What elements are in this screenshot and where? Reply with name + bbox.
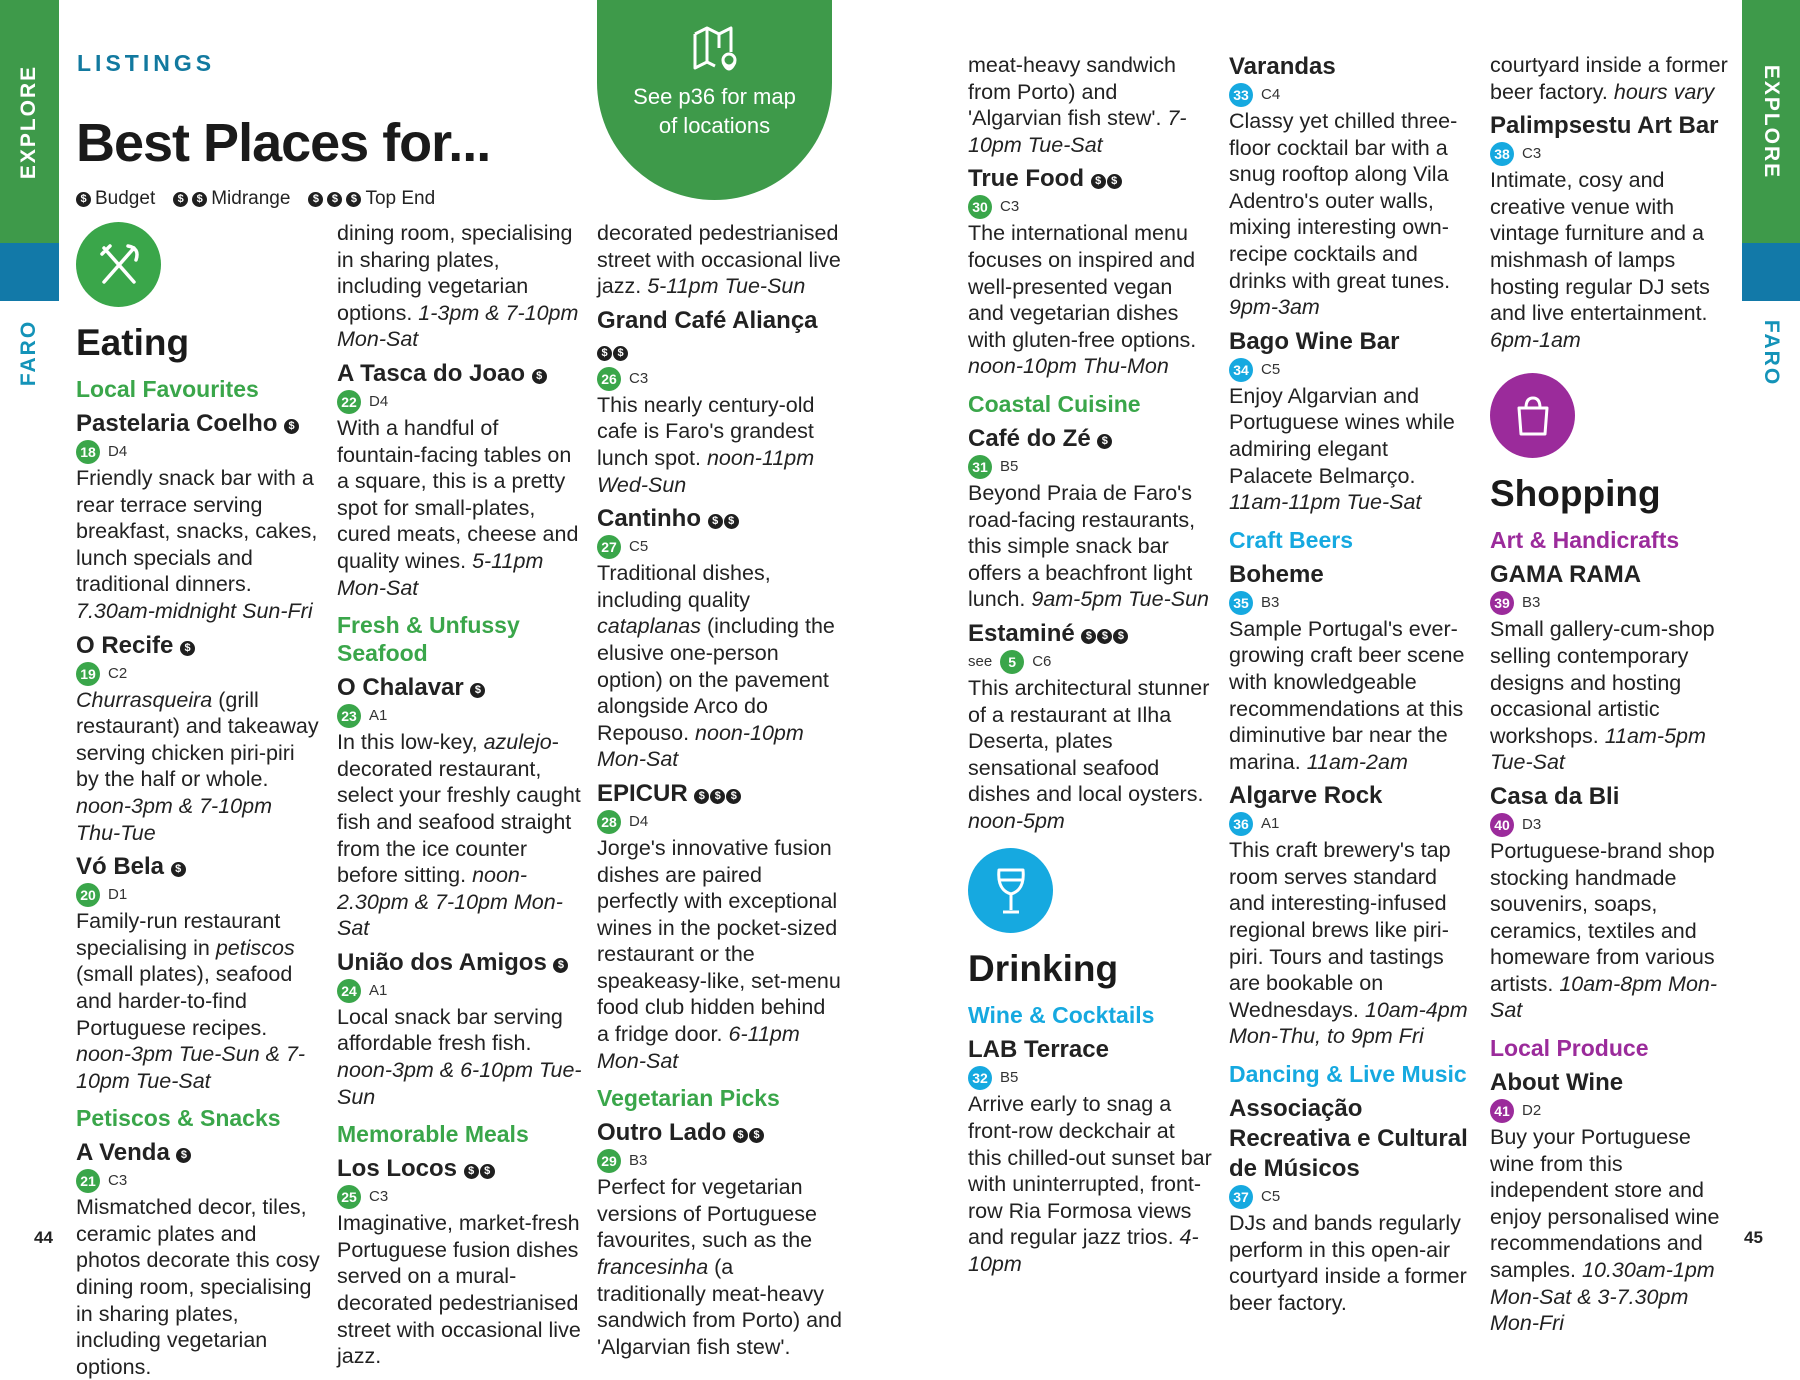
dollar-icon: $ (613, 346, 628, 361)
venue-desc: Perfect for vegetarian versions of Portuguese favourites, such as the francesinha (a traditionally meat-heavy sandwich from Porto) and 'Algarvian fish stew'. (597, 1175, 842, 1359)
venue-ref: 25 C3 (337, 1184, 582, 1210)
venue-o-chalavar: O Chalavar $ (337, 673, 582, 703)
shopping-title: Shopping (1490, 473, 1661, 515)
venue-ref: 19 C2 (76, 661, 321, 687)
eating-title: Eating (76, 322, 190, 363)
dollar-icon: $ (346, 192, 361, 207)
venue-ref: 30 C3 (968, 194, 1213, 220)
column-6 (1490, 52, 1735, 1337)
dollar-icon: $ (284, 419, 299, 434)
venue-ref: 39 B3 (1490, 590, 1735, 616)
venue-true-food: True Food $ $ (968, 164, 1213, 194)
venue-desc: Intimate, cosy and creative venue with vintage furniture and a mishmash of lamps hosting regular DJ sets and live entertainment. 6pm-1am (1490, 168, 1710, 352)
venue-desc: This architectural stunner of a restaurant at Ilha Deserta, plates sensational seafood dishes and local oysters. noon-5pm (968, 675, 1210, 833)
venue-desc-continued: dining room, specialising in sharing plates, including vegetarian options. 1-3pm & 7-10pm Mon-Sat (337, 221, 579, 352)
dollar-icon: $ (176, 1148, 191, 1163)
venue-a-venda: A Venda $ (76, 1138, 321, 1168)
dollar-icon: $ (1091, 174, 1106, 189)
venue-pastelaria-coelho: Pastelaria Coelho $ (76, 409, 321, 439)
venue-varandas: Varandas (1229, 53, 1336, 80)
venue-ref: 27 C5 (597, 534, 842, 560)
venue-ref: 38 C3 (1490, 141, 1735, 167)
venue-desc: Small gallery-cum-shop selling contemporary designs and hosting occasional artistic workshops. 11am-5pm Tue-Sat (1490, 617, 1715, 775)
dollar-icon: $ (749, 1128, 764, 1143)
dollar-icon: $ (726, 789, 741, 804)
venue-desc-continued: courtyard inside a former beer factory. hours vary (1490, 53, 1728, 104)
page-number-right: 45 (1744, 1228, 1763, 1247)
venue-desc: DJs and bands regularly perform in this open-air courtyard inside a former beer factory. (1229, 1211, 1467, 1315)
venue-desc: Friendly snack bar with a rear terrace serving breakfast, snacks, cakes, lunch specials and traditional dinners. 7.30am-midnight Sun-Fri (76, 466, 318, 623)
venue-outro-lado: Outro Lado $ $ (597, 1118, 842, 1148)
venue-desc-continued: meat-heavy sandwich from Porto) and 'Algarvian fish stew'. 7-10pm Tue-Sat (968, 53, 1187, 157)
venue-desc: Sample Portugal's ever-growing craft beer scene with knowledgeable recommendations at this diminutive bar near the marina. 11am-2am (1229, 616, 1465, 774)
dollar-icon: $ (733, 1128, 748, 1143)
venue-desc: In this low-key, azulejo-decorated restaurant, select your freshly caught fish and seafood straight from the ice counter before sitting. noon-2.30pm & 7-10pm Mon-Sat (337, 730, 581, 941)
venue-algarve-rock: Algarve Rock (1229, 782, 1383, 810)
page-number-left: 44 (34, 1228, 53, 1247)
venue-uniao-dos-amigos: União dos Amigos $ (337, 948, 582, 978)
venue-estamine: Estaminé $ $ $ (968, 619, 1213, 649)
column-5 (1229, 52, 1474, 1315)
price-legend: $ Budget $ $ Midrange $ $ $ Top End (76, 188, 435, 210)
shopping-bag-icon (1490, 373, 1575, 458)
dollar-icon: $ (532, 369, 547, 384)
venue-ref: 22 D4 (337, 389, 582, 415)
dollar-icon: $ (171, 862, 186, 877)
dollar-icon: $ (76, 192, 91, 207)
dollar-icon: $ (1081, 629, 1096, 644)
venue-desc: Imaginative, market-fresh Portuguese fusion dishes served on a mural-decorated pedestrianised street with occasional live jazz. (337, 1211, 581, 1369)
venue-palimpsestu: Palimpsestu Art Bar (1490, 112, 1719, 140)
venue-desc: Beyond Praia de Faro's road-facing restaurants, this simple snack bar offers a beachfront light lunch. 9am-5pm Tue-Sun (968, 480, 1210, 612)
dollar-icon: $ (480, 1164, 495, 1179)
venue-gama-rama: GAMA RAMA (1490, 561, 1642, 589)
venue-desc: The international menu focuses on inspired and well-presented vegan and vegetarian dishes with gluten-free options. noon-10pm Thu-Mon (968, 221, 1197, 379)
venue-desc: Churrasqueira (grill restaurant) and takeaway serving chicken piri-piri by the half or whole. noon-3pm & 7-10pm Thu-Tue (76, 687, 319, 845)
venue-ref: 31 B5 (968, 454, 1213, 480)
venue-desc-continued: decorated pedestrianised street with occasional live jazz. 5-11pm Tue-Sun (597, 221, 841, 299)
map-reference-badge (597, 0, 832, 200)
venue-desc: Family-run restaurant specialising in petiscos (small plates), seafood and harder-to-find Portuguese recipes. noon-3pm Tue-Sun & 7-10pm Tue-Sat (76, 909, 306, 1093)
fork-knife-icon (76, 222, 161, 307)
venue-desc: Mismatched decor, tiles, ceramic plates and photos decorate this cosy dining room, specialising in sharing plates, including vegetarian options. (76, 1195, 320, 1379)
venue-ref: 37 C5 (1229, 1184, 1474, 1210)
venue-vo-bela: Vó Bela $ (76, 852, 321, 882)
dollar-icon: $ (724, 514, 739, 529)
venue-desc: Classy yet chilled three-floor cocktail bar with a snug rooftop along Vila Adentro's outer walls, mixing interesting own-recipe cocktails and drinks with great tunes. 9pm-3am (1229, 109, 1458, 320)
page-title: Best Places for... (76, 113, 491, 173)
venue-bago-wine-bar: Bago Wine Bar (1229, 327, 1400, 355)
venue-ref: 29 B3 (597, 1148, 842, 1174)
venue-ref: 36 A1 (1229, 811, 1474, 837)
explore-tab-left: EXPLORE (0, 0, 59, 243)
subhead-vegetarian: Vegetarian Picks (597, 1085, 780, 1112)
dollar-icon: $ (1107, 174, 1122, 189)
venue-ref: 35 B3 (1229, 590, 1474, 616)
venue-desc: With a handful of fountain-facing tables on a square, this is a pretty spot for small-plates, cured meats, cheese and quality wines. 5-11pm Mon-Sat (337, 415, 579, 600)
column-2 (337, 220, 582, 1369)
faro-bar-right (1742, 243, 1800, 301)
dollar-icon: $ (327, 192, 342, 207)
column-4 (968, 52, 1213, 1278)
venue-o-recife: O Recife $ (76, 631, 321, 661)
subhead-dancing: Dancing & Live Music (1229, 1061, 1467, 1088)
faro-bar-left (0, 243, 59, 301)
dollar-icon: $ (553, 958, 568, 973)
subhead-craft-beers: Craft Beers (1229, 526, 1353, 553)
wine-glass-icon (968, 848, 1053, 933)
venue-associacao: Associação Recreativa e Cultural de Músicos (1229, 1095, 1468, 1183)
venue-ref: 28 D4 (597, 809, 842, 835)
subhead-local-produce: Local Produce (1490, 1035, 1649, 1062)
venue-cafe-do-ze: Café do Zé $ (968, 424, 1213, 454)
venue-lab-terrace: LAB Terrace (968, 1036, 1109, 1064)
dollar-icon: $ (1113, 629, 1128, 644)
section-label: LISTINGS (77, 50, 216, 76)
subhead-memorable-meals: Memorable Meals (337, 1121, 529, 1148)
venue-desc: Portuguese-brand shop stocking handmade souvenirs, soaps, ceramics, textiles and homeware from various artists. 10am-8pm Mon-Sat (1490, 838, 1718, 1023)
dollar-icon: $ (470, 683, 485, 698)
venue-desc: Local snack bar serving affordable fresh fish. noon-3pm & 6-10pm Tue-Sun (337, 1004, 582, 1109)
venue-los-locos: Los Locos $ $ (337, 1154, 582, 1184)
subhead-petiscos: Petiscos & Snacks (76, 1105, 281, 1132)
map-badge-line2: of locations (658, 113, 771, 138)
subhead-wine-cocktails: Wine & Cocktails (968, 1002, 1155, 1029)
dollar-icon: $ (597, 346, 612, 361)
venue-ref: 23 A1 (337, 703, 582, 729)
venue-ref: 32 B5 (968, 1065, 1213, 1091)
venue-desc: This craft brewery's tap room serves standard and interesting-infused regional brews like piri-piri. Tours and tastings are bookable on Wednesdays. 10am-4pm Mon-Thu, to 9pm Fri (1229, 838, 1468, 1049)
subhead-fresh-seafood: Fresh & Unfussy Seafood (337, 612, 520, 667)
venue-desc: Jorge's innovative fusion dishes are paired perfectly with exceptional wines in the pocket-sized restaurant or the speakeasy-like, set-menu food club hidden behind a fridge door. 6-11pm Mon-Sat (597, 835, 841, 1073)
dollar-icon: $ (1097, 434, 1112, 449)
venue-ref: 40 D3 (1490, 812, 1735, 838)
venue-epicur: EPICUR $ $ $ (597, 779, 842, 809)
venue-ref: 24 A1 (337, 978, 582, 1004)
faro-tab-right: FARO (1760, 319, 1783, 387)
venue-boheme: Boheme (1229, 560, 1324, 588)
dollar-icon: $ (694, 789, 709, 804)
column-1 (76, 222, 321, 1379)
dollar-icon: $ (192, 192, 207, 207)
venue-a-tasca: A Tasca do Joao $ (337, 359, 582, 389)
venue-ref: 34 C5 (1229, 357, 1474, 383)
venue-casa-da-bli: Casa da Bli (1490, 782, 1620, 810)
dollar-icon: $ (180, 641, 195, 656)
venue-ref: 41 D2 (1490, 1098, 1735, 1124)
explore-tab-right: EXPLORE (1742, 0, 1800, 243)
venue-ref: 18 D4 (76, 439, 321, 465)
map-badge-line1: See p36 for map (633, 84, 796, 109)
subhead-local-favourites: Local Favourites (76, 376, 259, 402)
dollar-icon: $ (708, 514, 723, 529)
venue-cantinho: Cantinho $ $ (597, 504, 842, 534)
venue-ref: 20 D1 (76, 882, 321, 908)
column-3 (597, 220, 842, 1359)
drinking-title: Drinking (968, 948, 1119, 990)
dollar-icon: $ (464, 1164, 479, 1179)
dollar-icon: $ (710, 789, 725, 804)
venue-desc: Buy your Portuguese wine from this independent store and enjoy personalised wine recommendations and samples. 10.30am-1pm Mon-Sat & 3-7.30pm Mon-Fri (1490, 1125, 1720, 1336)
venue-desc: Traditional dishes, including quality cataplanas (including the elusive one-person option) on the pavement alongside Arco do Repouso. noon-10pm Mon-Sat (597, 561, 835, 772)
venue-about-wine: About Wine (1490, 1069, 1624, 1097)
dollar-icon: $ (308, 192, 323, 207)
venue-desc: This nearly century-old cafe is Faro's grandest lunch spot. noon-11pm Wed-Sun (597, 392, 815, 497)
dollar-icon: $ (1097, 629, 1112, 644)
venue-desc: Arrive early to snag a front-row deckchair at this chilled-out sunset bar with uninterrupted, front-row Ria Formosa views and regular jazz trios. 4-10pm (968, 1092, 1212, 1277)
venue-ref: 21 C3 (76, 1168, 321, 1194)
subhead-coastal: Coastal Cuisine (968, 390, 1141, 417)
venue-ref: 33 C4 (1229, 82, 1474, 108)
venue-ref: 26 C3 (597, 366, 842, 392)
venue-grand-cafe: Grand Café Aliança $ $ (597, 306, 818, 359)
venue-ref: see 5 C6 (968, 649, 1213, 675)
faro-tab-left: FARO (17, 319, 41, 387)
subhead-art-handicrafts: Art & Handicrafts (1490, 527, 1680, 554)
venue-desc: Enjoy Algarvian and Portuguese wines while admiring elegant Palacete Belmarço. 11am-11pm Tue-Sat (1229, 383, 1455, 515)
map-pin-icon (687, 22, 743, 78)
dollar-icon: $ (173, 192, 188, 207)
